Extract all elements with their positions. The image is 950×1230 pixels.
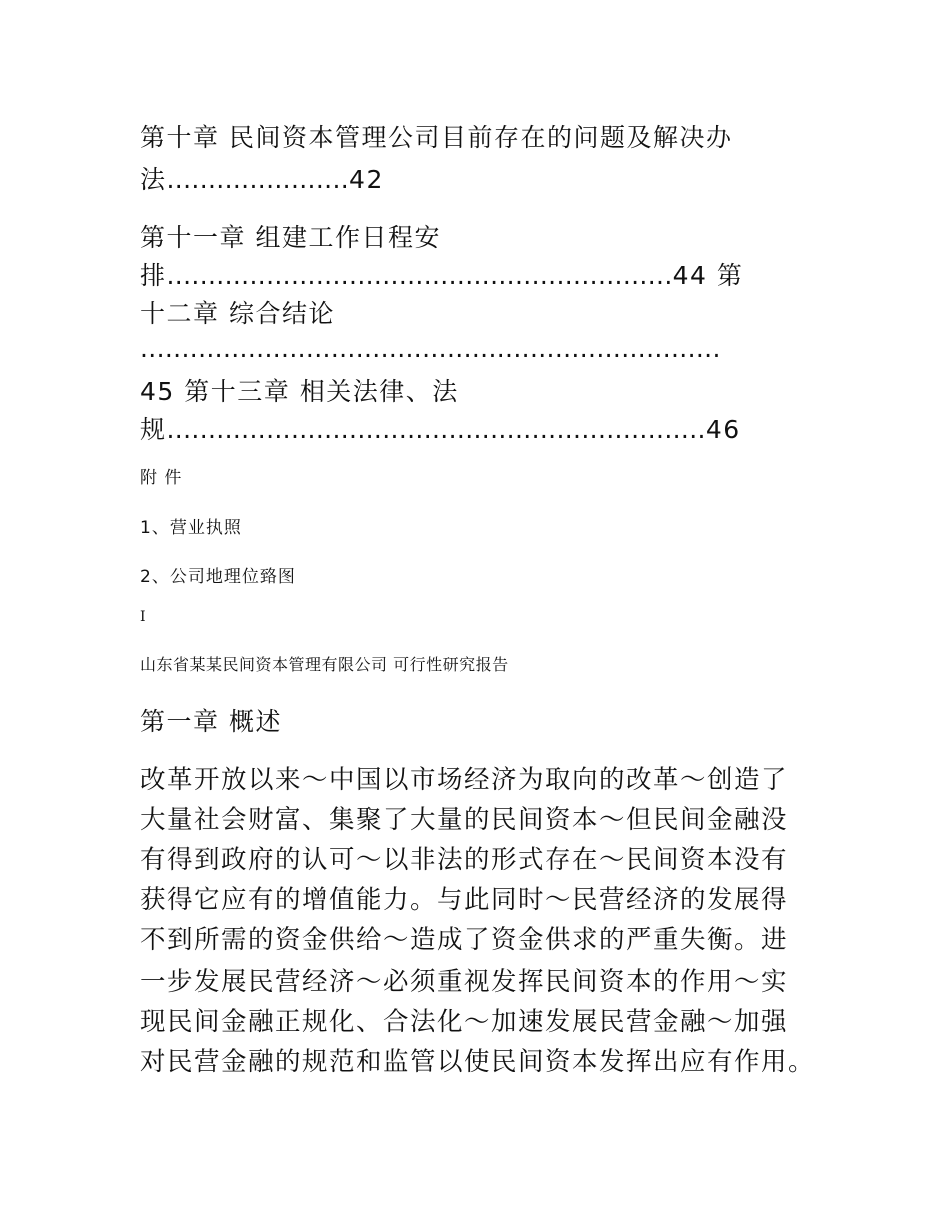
running-header: 山东省某某民间资本管理有限公司 可行性研究报告 <box>140 655 509 674</box>
toc-page-number: 44 <box>672 261 708 290</box>
toc-entry-chapter-11 <box>140 218 441 254</box>
toc-entry-chapter-12 <box>140 294 335 330</box>
appendix-item: 2、公司地理位臵图 <box>140 567 296 587</box>
toc-leader-dots: ...................................................................... <box>140 334 721 363</box>
paragraph-line: 获得它应有的增值能力。与此同时～民营经济的发展得 <box>140 885 789 915</box>
paragraph-line: 大量社会财富、集聚了大量的民间资本～但民间金融没 <box>140 805 789 835</box>
toc-text: 第十一章 组建工作日程安 <box>140 223 441 252</box>
toc-page-number: 42 <box>349 165 384 194</box>
toc-text: 第 <box>716 261 744 290</box>
toc-text: 十二章 综合结论 <box>140 299 335 328</box>
paragraph-line: 现民间金融正规化、合法化～加速发展民营金融～加强 <box>140 1007 789 1037</box>
paragraph-line: 改革开放以来～中国以市场经济为取向的改革～创造了 <box>140 765 789 795</box>
toc-text: 规 <box>140 415 167 444</box>
toc-text: 45 第十三章 相关法律、法 <box>140 377 459 406</box>
paragraph-line: 一步发展民营经济～必须重视发挥民间资本的作用～实 <box>140 967 789 997</box>
toc-entry-chapter-10 <box>140 118 732 154</box>
toc-entry-chapter-11-cont <box>140 256 743 292</box>
paragraph-line: 不到所需的资金供给～造成了资金供求的严重失衡。进 <box>140 925 789 955</box>
toc-leader-line <box>140 334 721 363</box>
paragraph-line: 有得到政府的认可～以非法的形式存在～民间资本没有 <box>140 845 789 875</box>
toc-entry-chapter-13 <box>140 372 459 408</box>
page-number: I <box>140 609 146 625</box>
paragraph-line: 对民营金融的规范和监管以使民间资本发挥出应有作用。 <box>140 1047 816 1077</box>
toc-page-number: 46 <box>705 415 741 444</box>
appendix-item: 1、营业执照 <box>140 518 242 538</box>
toc-entry-chapter-13-cont <box>140 410 741 446</box>
toc-text: 法 <box>140 165 167 194</box>
appendix-title: 附 件 <box>140 468 183 488</box>
toc-text: 排 <box>140 261 167 290</box>
toc-leader-dots: ................................................................. <box>166 415 706 444</box>
chapter-title: 第一章 概述 <box>140 707 282 736</box>
toc-leader-dots: ...................... <box>166 165 350 194</box>
toc-leader-dots: ............................................................. <box>166 261 673 290</box>
toc-text: 第十章 民间资本管理公司目前存在的问题及解决办 <box>140 123 733 152</box>
toc-entry-chapter-10-cont <box>140 160 384 196</box>
